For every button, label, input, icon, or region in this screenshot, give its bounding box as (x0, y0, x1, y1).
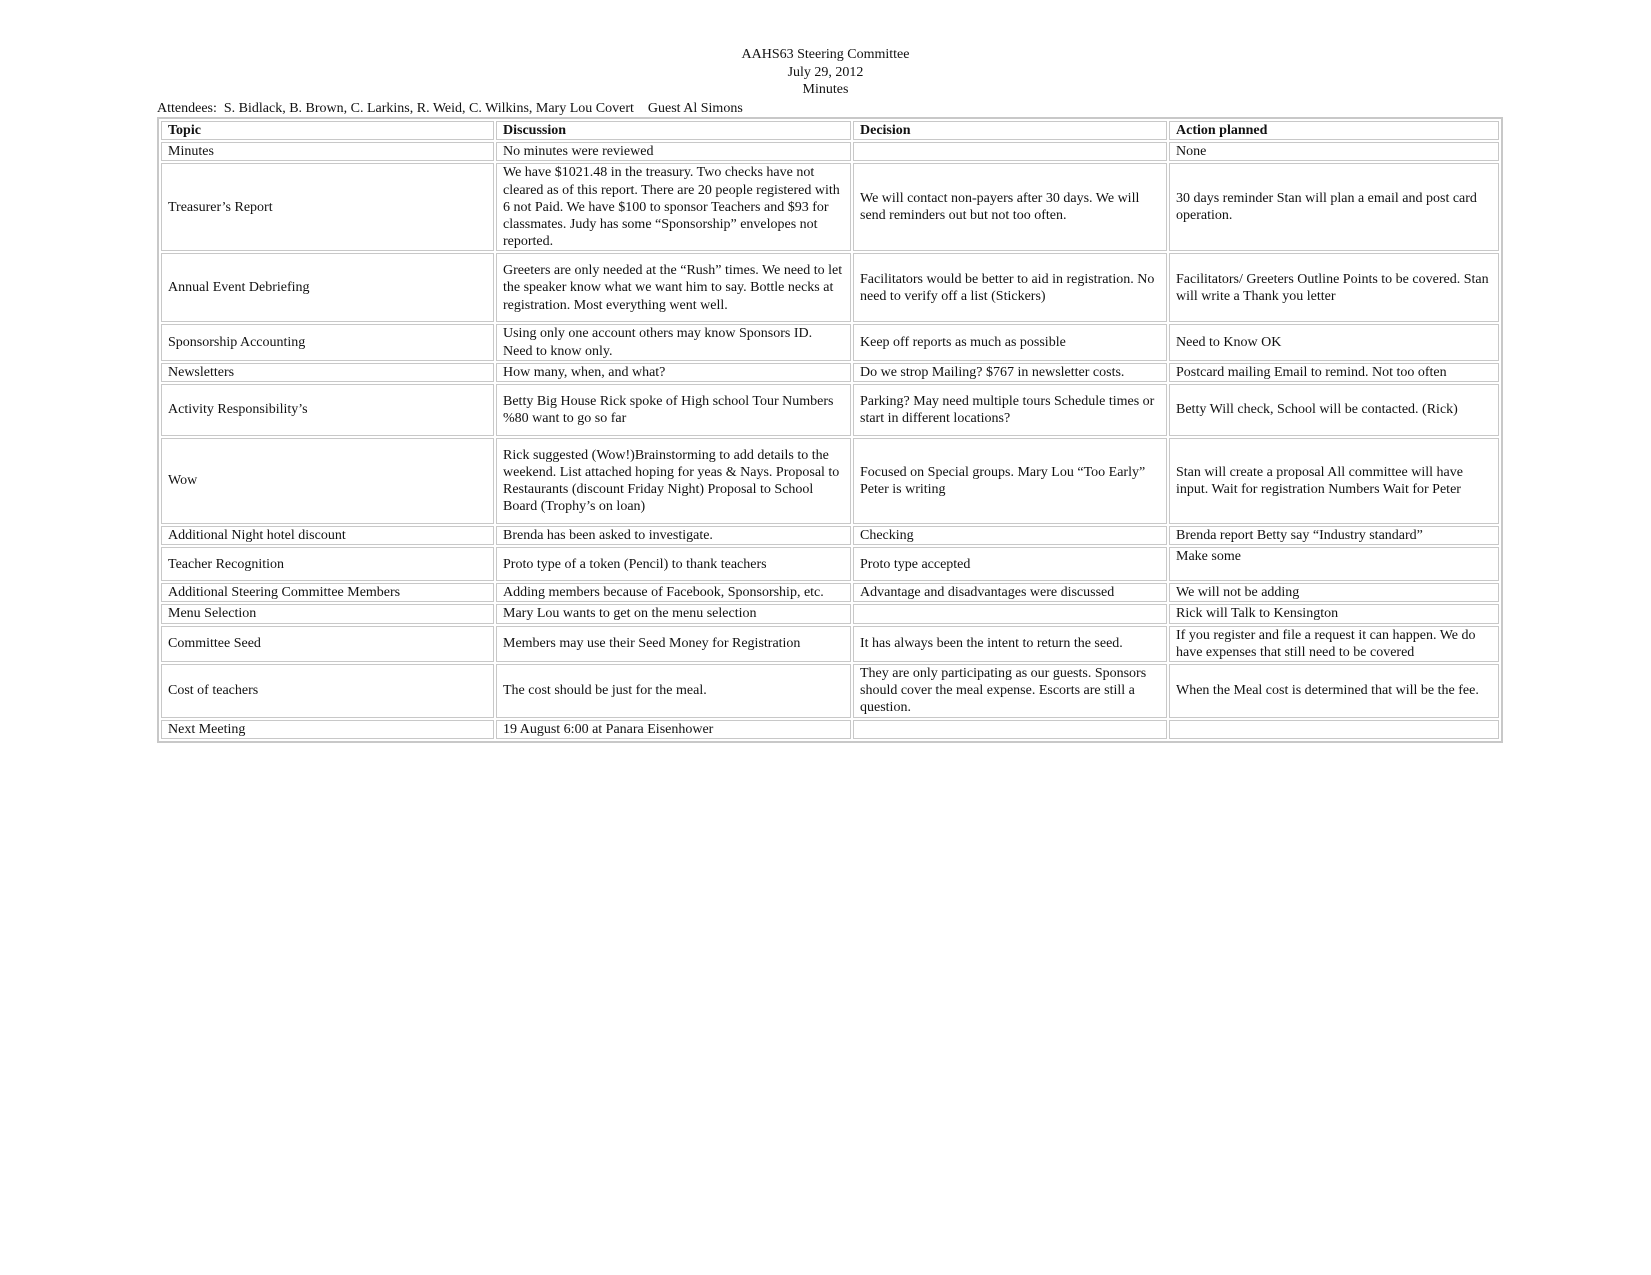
discussion-cell: Mary Lou wants to get on the menu selection (496, 604, 851, 623)
topic-cell: Minutes (161, 142, 494, 161)
decision-cell: We will contact non-payers after 30 days. We will send reminders out but not too often. (853, 163, 1167, 251)
action-cell: Rick will Talk to Kensington (1169, 604, 1499, 623)
action-cell: Need to Know OK (1169, 324, 1499, 360)
attendees-line: Attendees: S. Bidlack, B. Brown, C. Larkins, R. Weid, C. Wilkins, Mary Lou Covert Guest Al Simons (157, 101, 743, 116)
decision-cell (853, 720, 1167, 739)
discussion-cell: Proto type of a token (Pencil) to thank teachers (496, 547, 851, 581)
discussion-cell: Greeters are only needed at the “Rush” times. We need to let the speaker know what we want him to say. Bottle necks at registration. Most everything went well. (496, 253, 851, 322)
organization-title: AAHS63 Steering Committee (741, 47, 910, 62)
table-row (161, 363, 1499, 382)
discussion-cell: Adding members because of Facebook, Sponsorship, etc. (496, 583, 851, 602)
topic-cell: Teacher Recognition (161, 547, 494, 581)
discussion-cell: Brenda has been asked to investigate. (496, 526, 851, 545)
document-header (0, 46, 1651, 99)
decision-cell: Checking (853, 526, 1167, 545)
decision-cell: Do we strop Mailing? $767 in newsletter costs. (853, 363, 1167, 382)
column-header-decision: Decision (853, 121, 1167, 140)
action-cell: 30 days reminder Stan will plan a email and post card operation. (1169, 163, 1499, 251)
topic-cell: Newsletters (161, 363, 494, 382)
action-cell: We will not be adding (1169, 583, 1499, 602)
action-cell (1169, 720, 1499, 739)
topic-cell: Additional Night hotel discount (161, 526, 494, 545)
decision-cell: Focused on Special groups. Mary Lou “Too Early” Peter is writing (853, 438, 1167, 524)
decision-cell: Keep off reports as much as possible (853, 324, 1167, 360)
action-cell: When the Meal cost is determined that will be the fee. (1169, 664, 1499, 718)
discussion-cell: Betty Big House Rick spoke of High school Tour Numbers %80 want to go so far (496, 384, 851, 436)
topic-cell: Next Meeting (161, 720, 494, 739)
document-type: Minutes (802, 82, 849, 97)
table-row (161, 626, 1499, 662)
table-row (161, 384, 1499, 436)
action-cell: Make some (1169, 547, 1499, 581)
action-cell: Facilitators/ Greeters Outline Points to be covered. Stan will write a Thank you letter (1169, 253, 1499, 322)
column-header-action: Action planned (1169, 121, 1499, 140)
decision-cell: Parking? May need multiple tours Schedule times or start in different locations? (853, 384, 1167, 436)
table-row (161, 526, 1499, 545)
topic-cell: Wow (161, 438, 494, 524)
decision-cell: They are only participating as our guests. Sponsors should cover the meal expense. Escorts are still a question. (853, 664, 1167, 718)
discussion-cell: How many, when, and what? (496, 363, 851, 382)
discussion-cell: Rick suggested (Wow!)Brainstorming to add details to the weekend. List attached hoping for yeas & Nays. Proposal to Restaurants (discount Friday Night) Proposal to School Board (Trophy’s on loan) (496, 438, 851, 524)
topic-cell: Menu Selection (161, 604, 494, 623)
action-cell: Brenda report Betty say “Industry standard” (1169, 526, 1499, 545)
table-row (161, 324, 1499, 360)
table-row (161, 253, 1499, 322)
column-header-topic: Topic (161, 121, 494, 140)
table-row (161, 438, 1499, 524)
topic-cell: Treasurer’s Report (161, 163, 494, 251)
meeting-date: July 29, 2012 (787, 64, 864, 80)
discussion-cell: The cost should be just for the meal. (496, 664, 851, 718)
topic-cell: Sponsorship Accounting (161, 324, 494, 360)
minutes-table (157, 117, 1503, 743)
decision-cell (853, 142, 1167, 161)
table-row (161, 664, 1499, 718)
discussion-cell: Using only one account others may know Sponsors ID. Need to know only. (496, 324, 851, 360)
decision-cell: Proto type accepted (853, 547, 1167, 581)
discussion-cell: We have $1021.48 in the treasury. Two checks have not cleared as of this report. There are 20 people registered with 6 not Paid. We have $100 to sponsor Teachers and $93 for classmates. Judy has some “Sponsorship” envelopes not reported. (496, 163, 851, 251)
topic-cell: Cost of teachers (161, 664, 494, 718)
action-cell: Postcard mailing Email to remind. Not too often (1169, 363, 1499, 382)
table-row (161, 547, 1499, 581)
table-row (161, 720, 1499, 739)
action-cell: Betty Will check, School will be contacted. (Rick) (1169, 384, 1499, 436)
decision-cell (853, 604, 1167, 623)
column-header-discussion: Discussion (496, 121, 851, 140)
action-cell: Stan will create a proposal All committee will have input. Wait for registration Numbers Wait for Peter (1169, 438, 1499, 524)
topic-cell: Annual Event Debriefing (161, 253, 494, 322)
table-row (161, 142, 1499, 161)
topic-cell: Committee Seed (161, 626, 494, 662)
action-cell: If you register and file a request it can happen. We do have expenses that still need to be covered (1169, 626, 1499, 662)
discussion-cell: 19 August 6:00 at Panara Eisenhower (496, 720, 851, 739)
table-row (161, 163, 1499, 251)
action-cell: None (1169, 142, 1499, 161)
table-header-row (161, 121, 1499, 140)
discussion-cell: Members may use their Seed Money for Registration (496, 626, 851, 662)
topic-cell: Additional Steering Committee Members (161, 583, 494, 602)
table-row (161, 604, 1499, 623)
table-row (161, 583, 1499, 602)
discussion-cell: No minutes were reviewed (496, 142, 851, 161)
topic-cell: Activity Responsibility’s (161, 384, 494, 436)
decision-cell: Advantage and disadvantages were discussed (853, 583, 1167, 602)
decision-cell: It has always been the intent to return the seed. (853, 626, 1167, 662)
decision-cell: Facilitators would be better to aid in registration. No need to verify off a list (Stickers) (853, 253, 1167, 322)
